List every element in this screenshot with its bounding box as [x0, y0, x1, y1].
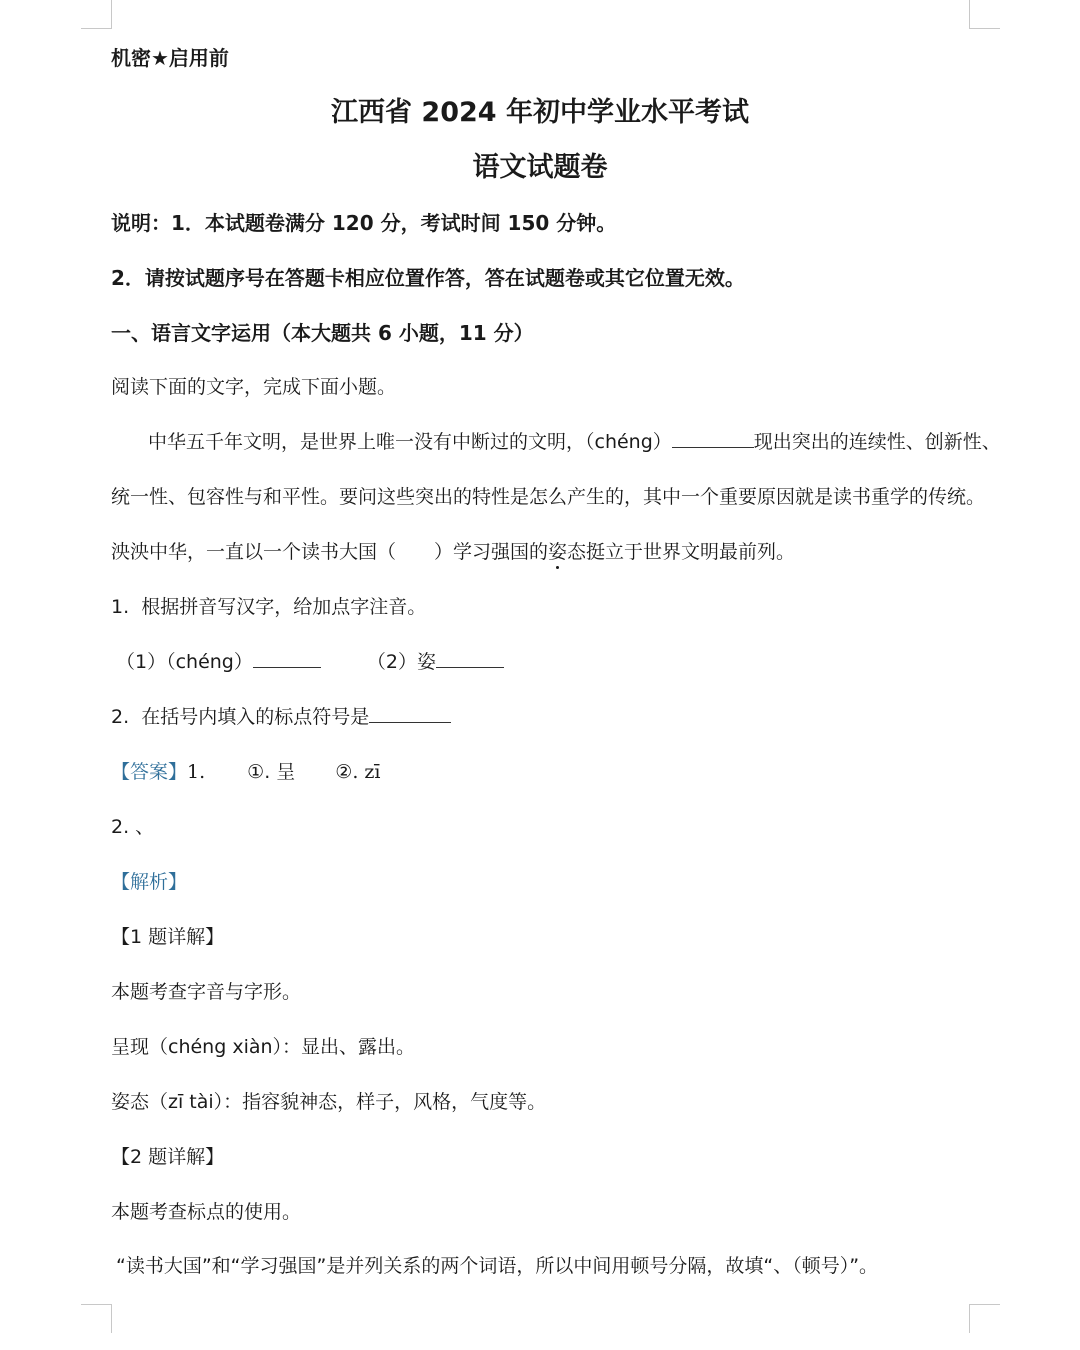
- reading-instruction: 阅读下面的文字，完成下面小题。: [111, 376, 397, 398]
- passage-line-3-end: 态挺立于世界文明最前列。: [567, 541, 796, 563]
- detail-2-line-2: “读书大国”和“学习强国”是并列关系的两个词语，所以中间用顿号分隔，故填“、（顿号）”。: [116, 1255, 879, 1277]
- note-1: 说明：1．本试题卷满分 120 分，考试时间 150 分钟。: [111, 211, 617, 235]
- section-1-heading: 一、语言文字运用（本大题共 6 小题，11 分）: [111, 321, 534, 345]
- question-1: 1. 根据拼音写汉字，给加点字注音。: [111, 596, 427, 618]
- passage-line-1-end: 现出突出的连续性、创新性、: [753, 431, 1001, 453]
- crop-mark-top-right: [969, 0, 1000, 29]
- dotted-character: 姿: [548, 541, 568, 563]
- answer-blank-3: [369, 704, 451, 723]
- answer-1-number: 1.: [187, 761, 206, 783]
- detail-2-line-1: 本题考查标点的使用。: [111, 1201, 302, 1223]
- pinyin-blank: [672, 429, 754, 448]
- answer-1-option-2: ②. zī: [335, 761, 381, 783]
- detail-1-line-2: 呈现（chéng xiàn）：显出、露出。: [111, 1036, 416, 1058]
- passage-line-3: [111, 538, 795, 566]
- passage-line-1-start: 中华五千年文明，是世界上唯一没有中断过的文明，（chéng）: [148, 431, 672, 453]
- answer-line-2: 2. 、: [111, 816, 155, 838]
- exam-subtitle: 语文试题卷: [472, 152, 608, 183]
- question-1-parts: [116, 648, 504, 676]
- question-2: [111, 703, 451, 731]
- answer-tag: 【答案】: [111, 761, 188, 783]
- crop-mark-bottom-right: [969, 1304, 1000, 1333]
- detail-1-line-1: 本题考查字音与字形。: [111, 981, 302, 1003]
- passage-line-2: 统一性、包容性与和平性。要问这些突出的特性是怎么产生的，其中一个重要原因就是读书重学的传统。: [111, 486, 986, 508]
- question-1-part-2: （2）姿: [366, 651, 436, 673]
- detail-1-line-3: 姿态（zī tài）：指容貌神态，样子，风格，气度等。: [111, 1091, 547, 1113]
- question-2-text: 2. 在括号内填入的标点符号是: [111, 706, 370, 728]
- analysis-tag: 【解析】: [111, 871, 188, 893]
- confidential-label: 机密★启用前: [111, 46, 229, 70]
- detail-2-heading: 【2 题详解】: [111, 1146, 225, 1168]
- exam-title: 江西省 2024 年初中学业水平考试: [331, 97, 749, 128]
- answer-line-1: [111, 758, 380, 786]
- answer-1-option-1: ①. 呈: [247, 761, 296, 783]
- crop-mark-bottom-left: [81, 1304, 112, 1333]
- answer-blank-2: [436, 649, 504, 668]
- question-1-part-1: （1）（chéng）: [116, 651, 253, 673]
- passage-line-1: [148, 428, 1001, 456]
- answer-blank-1: [253, 649, 321, 668]
- passage-line-3-start: 泱泱中华，一直以一个读书大国（ ）学习强国的: [111, 541, 549, 563]
- detail-1-heading: 【1 题详解】: [111, 926, 225, 948]
- note-2: 2．请按试题序号在答题卡相应位置作答，答在试题卷或其它位置无效。: [111, 266, 745, 290]
- crop-mark-top-left: [81, 0, 112, 29]
